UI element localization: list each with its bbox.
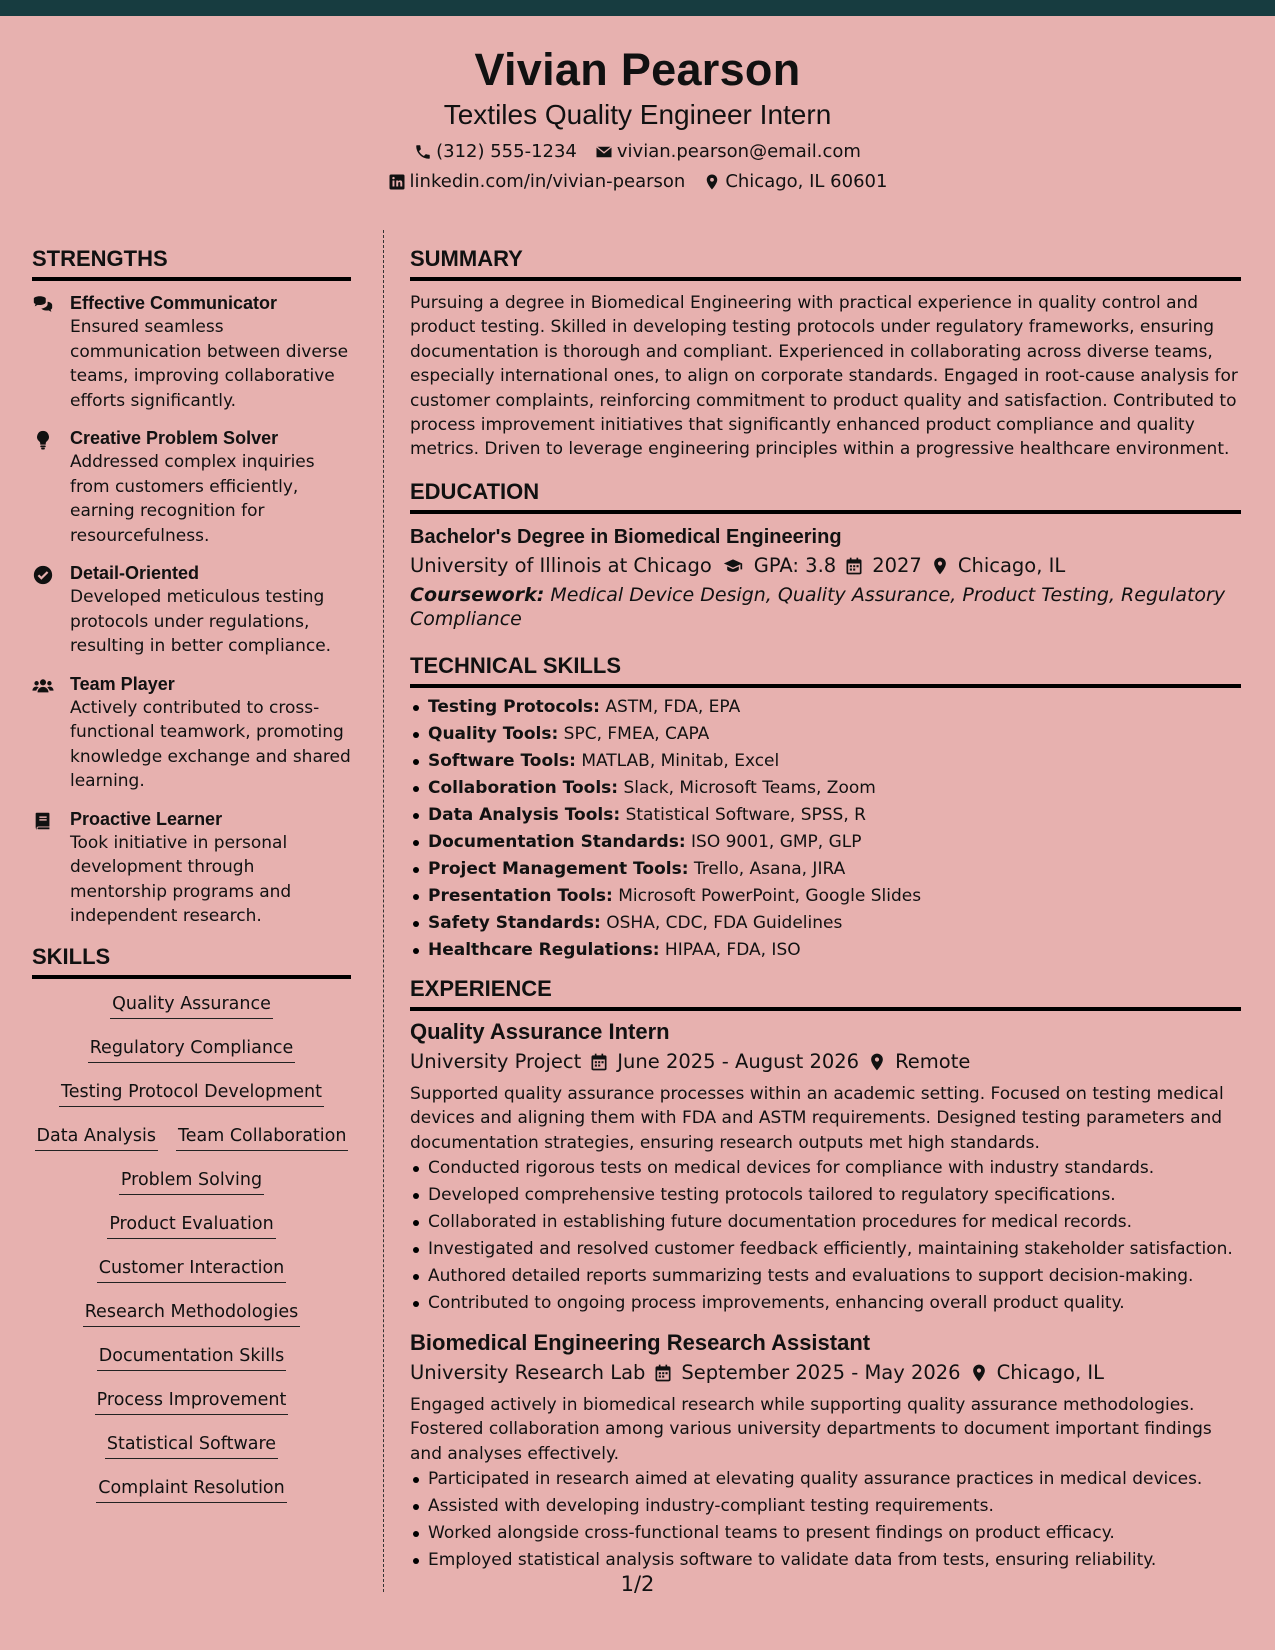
- column-divider: [383, 230, 384, 1592]
- tech-skill-value: ASTM, FDA, EPA: [605, 696, 741, 717]
- list-item: [410, 883, 1241, 910]
- skills-list: [32, 985, 351, 1513]
- job-dates: June 2025 - August 2026: [617, 1049, 860, 1073]
- list-item: Conducted rigorous tests on medical devices for compliance with industry standards.: [410, 1155, 1241, 1182]
- tech-skill-value: Trello, Asana, JIRA: [693, 858, 846, 879]
- contact-row-2: [0, 171, 1275, 193]
- technical-skills-list: [410, 694, 1241, 964]
- tech-skill-value: HIPAA, FDA, ISO: [664, 939, 801, 960]
- strength-item: [32, 672, 351, 794]
- tech-skill-label: Safety Standards:: [428, 912, 601, 933]
- lightbulb-icon: [32, 429, 54, 451]
- phone-icon: [414, 143, 432, 161]
- skills-heading: SKILLS: [32, 942, 351, 979]
- list-item: Participated in research aimed at elevating quality assurance practices in medical devices.: [410, 1466, 1241, 1493]
- coursework-label: Coursework:: [410, 583, 545, 606]
- list-item: Authored detailed reports summarizing tests and evaluations to support decision-making.: [410, 1263, 1241, 1290]
- tech-skill-value: Microsoft PowerPoint, Google Slides: [618, 885, 922, 906]
- contact-row-1: [0, 141, 1275, 163]
- strength-title: Creative Problem Solver: [70, 428, 279, 448]
- list-item: [410, 775, 1241, 802]
- school-name: University of Illinois at Chicago: [410, 553, 712, 577]
- education-location: Chicago, IL: [957, 553, 1066, 577]
- strength-title: Proactive Learner: [70, 808, 223, 829]
- strength-item: [32, 291, 351, 413]
- list-item: Assisted with developing industry-compliant testing requirements.: [410, 1493, 1241, 1520]
- list-item: [410, 721, 1241, 748]
- right-column: [410, 244, 1241, 1574]
- job-org: University Research Lab: [410, 1361, 646, 1385]
- education-heading: EDUCATION: [410, 477, 1241, 514]
- list-item: [410, 937, 1241, 964]
- top-bar: [0, 0, 1275, 16]
- candidate-title: Textiles Quality Engineer Intern: [443, 99, 832, 130]
- job-location: Chicago, IL: [996, 1361, 1104, 1385]
- envelope-icon: [595, 143, 613, 161]
- tech-skill-label: Quality Tools:: [428, 723, 559, 744]
- tech-skill-label: Documentation Standards:: [428, 831, 686, 852]
- strengths-heading: STRENGTHS: [32, 244, 351, 281]
- experience-heading: EXPERIENCE: [410, 974, 1241, 1011]
- graduation-cap-icon: [720, 556, 746, 576]
- strength-title: Team Player: [70, 673, 175, 694]
- tech-skill-label: Project Management Tools:: [428, 858, 689, 879]
- calendar-icon: [589, 1052, 609, 1072]
- map-pin-icon: [867, 1052, 887, 1072]
- strength-desc: Took initiative in personal development through mentorship programs and independent research.: [70, 832, 292, 926]
- users-icon: [32, 675, 54, 697]
- experience-entry: [410, 1017, 1241, 1317]
- experience-entry: [410, 1328, 1241, 1574]
- coursework: [410, 583, 1241, 631]
- linkedin-icon: [388, 173, 406, 191]
- left-column: [32, 244, 351, 1513]
- location-contact: [703, 171, 887, 193]
- job-location: Remote: [895, 1049, 971, 1073]
- comments-icon: [32, 294, 54, 316]
- skill-tag: Research Methodologies: [83, 1300, 301, 1327]
- strength-desc: Actively contributed to cross-functional teamwork, promoting knowledge exchange and shared learning.: [70, 697, 351, 791]
- list-item: [410, 748, 1241, 775]
- strength-item: [32, 561, 351, 659]
- job-dates: September 2025 - May 2026: [681, 1361, 961, 1385]
- list-item: Worked alongside cross-functional teams to present findings on product efficacy.: [410, 1520, 1241, 1547]
- map-pin-icon: [969, 1363, 989, 1383]
- strength-desc: Addressed complex inquiries from customers efficiently, earning recognition for resourcefulness.: [70, 452, 315, 546]
- skill-tag: Testing Protocol Development: [59, 1080, 324, 1107]
- strength-desc: Developed meticulous testing protocols under regulations, resulting in better compliance.: [70, 587, 332, 656]
- list-item: [410, 856, 1241, 883]
- skill-tag: Process Improvement: [95, 1388, 289, 1415]
- tech-skill-label: Collaboration Tools:: [428, 777, 619, 798]
- calendar-icon: [844, 556, 864, 576]
- page-number: 1/2: [620, 1572, 655, 1596]
- tech-skill-label: Healthcare Regulations:: [428, 939, 660, 960]
- phone-contact: [414, 141, 577, 163]
- list-item: [410, 910, 1241, 937]
- book-icon: [32, 810, 54, 832]
- job-meta: [410, 1359, 1241, 1387]
- tech-skill-value: Statistical Software, SPSS, R: [625, 804, 866, 825]
- degree-title: Bachelor's Degree in Biomedical Engineering: [410, 525, 842, 548]
- skill-tag: Team Collaboration: [176, 1124, 348, 1151]
- location-text: Chicago, IL 60601: [725, 171, 888, 192]
- list-item: [410, 694, 1241, 721]
- list-item: Collaborated in establishing future documentation procedures for medical records.: [410, 1209, 1241, 1236]
- skill-tag: Problem Solving: [119, 1168, 264, 1195]
- tech-skill-value: ISO 9001, GMP, GLP: [691, 831, 862, 852]
- map-pin-icon: [703, 173, 721, 191]
- tech-skill-value: OSHA, CDC, FDA Guidelines: [606, 912, 843, 933]
- list-item: [410, 829, 1241, 856]
- job-description: Engaged actively in biomedical research while supporting quality assurance methodologies. Fostered collaboration among various university departments to document important findings and analyses effectively.: [410, 1395, 1212, 1464]
- job-bullets: [410, 1155, 1241, 1317]
- phone-text: (312) 555-1234: [436, 141, 577, 162]
- skill-tag: Customer Interaction: [97, 1256, 287, 1283]
- strength-title: Detail-Oriented: [70, 563, 200, 583]
- tech-skill-label: Presentation Tools:: [428, 885, 613, 906]
- map-pin-icon: [930, 556, 950, 576]
- strength-item: [32, 807, 351, 929]
- list-item: Investigated and resolved customer feedback efficiently, maintaining stakeholder satisfaction.: [410, 1236, 1241, 1263]
- coursework-text: Medical Device Design, Quality Assurance, Product Testing, Regulatory Compliance: [410, 583, 1226, 630]
- gpa-text: GPA: 3.8: [753, 553, 837, 577]
- strength-item: [32, 426, 351, 548]
- candidate-name: Vivian Pearson: [474, 44, 801, 95]
- tech-skill-label: Software Tools:: [428, 750, 576, 771]
- email-contact[interactable]: [595, 141, 861, 163]
- strength-title: Effective Communicator: [70, 293, 278, 313]
- job-title: Biomedical Engineering Research Assistant: [410, 1330, 871, 1356]
- tech-skill-value: MATLAB, Minitab, Excel: [581, 750, 780, 771]
- job-meta: [410, 1048, 1241, 1076]
- tech-skill-value: SPC, FMEA, CAPA: [563, 723, 710, 744]
- tech-skill-label: Testing Protocols:: [428, 696, 600, 717]
- skill-tag: Data Analysis: [35, 1124, 158, 1151]
- job-title: Quality Assurance Intern: [410, 1018, 670, 1044]
- email-text: vivian.pearson@email.com: [616, 141, 861, 162]
- skill-tag: Product Evaluation: [107, 1212, 275, 1239]
- linkedin-text: linkedin.com/in/vivian-pearson: [409, 171, 686, 192]
- summary-text: Pursuing a degree in Biomedical Engineering with practical experience in quality control and product testing. Skilled in developing testing protocols under regulatory frameworks, ensuring documentation is thorough and compliant. Experienced in collaborating across diverse teams, especially international ones, to align on corporate standards. Engaged in root-cause analysis for customer complaints, reinforcing commitment to product quality and satisfaction. Contributed to process improvement initiatives that significantly enhanced product compliance and quality metrics. Driven to leverage engineering principles within a progressive healthcare environment.: [410, 293, 1238, 460]
- list-item: Contributed to ongoing process improvements, enhancing overall product quality.: [410, 1290, 1241, 1317]
- skill-tag: Documentation Skills: [97, 1344, 286, 1371]
- summary-heading: SUMMARY: [410, 244, 1241, 281]
- graduation-year: 2027: [872, 553, 922, 577]
- skill-tag: Statistical Software: [105, 1432, 278, 1459]
- linkedin-contact[interactable]: [388, 171, 686, 193]
- job-org: University Project: [410, 1049, 582, 1073]
- list-item: Employed statistical analysis software to validate data from tests, ensuring reliability.: [410, 1547, 1241, 1574]
- calendar-icon: [653, 1363, 673, 1383]
- check-circle-icon: [32, 564, 54, 586]
- list-item: Developed comprehensive testing protocols tailored to regulatory specifications.: [410, 1182, 1241, 1209]
- skill-tag: Quality Assurance: [110, 992, 273, 1019]
- tech-skill-label: Data Analysis Tools:: [428, 804, 621, 825]
- skill-tag: Complaint Resolution: [96, 1476, 286, 1503]
- tech-skill-value: Slack, Microsoft Teams, Zoom: [623, 777, 876, 798]
- strength-desc: Ensured seamless communication between diverse teams, improving collaborative efforts significantly.: [70, 317, 349, 411]
- skill-tag: Regulatory Compliance: [88, 1036, 296, 1063]
- resume-header: [0, 16, 1275, 204]
- education-meta: [410, 552, 1241, 580]
- job-bullets: [410, 1466, 1241, 1574]
- job-description: Supported quality assurance processes within an academic setting. Focused on testing medical devices and aligning them with FDA and ASTM requirements. Designed testing parameters and documentation strategies, ensuring research outputs met high standards.: [410, 1083, 1224, 1153]
- list-item: [410, 802, 1241, 829]
- technical-skills-heading: TECHNICAL SKILLS: [410, 651, 1241, 688]
